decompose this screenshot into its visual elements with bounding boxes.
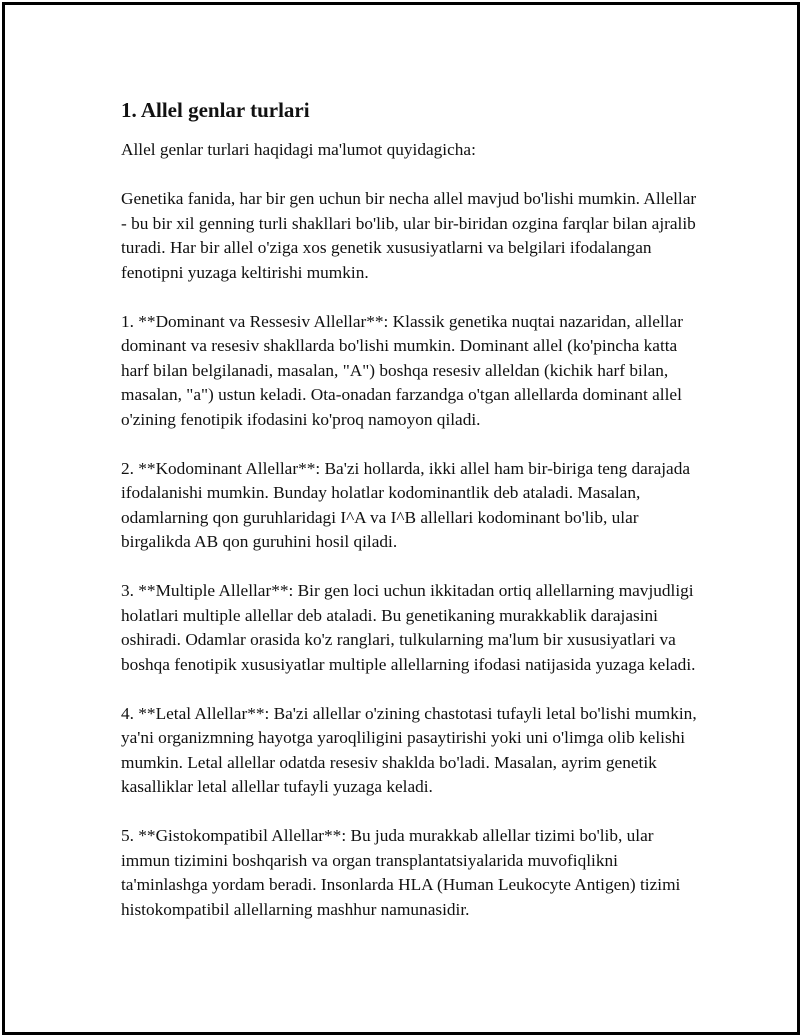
paragraph-genetics-overview: Genetika fanida, har bir gen uchun bir necha allel mavjud bo'lishi mumkin. Allellar - bu bir xil genning turli shakllari bo'lib, ular bir-biridan ozgina farqlar bilan ajralib turadi. Har bir allel o'ziga xos genetik xususiyatlarni va belgilari ifodalangan fenotipni yuzaga keltirishi mumkin. [121, 189, 697, 282]
intro-paragraph: Allel genlar turlari haqidagi ma'lumot quyidagicha: [121, 140, 476, 159]
paragraph-codominant: 2. **Kodominant Allellar**: Ba'zi hollarda, ikki allel ham bir-biriga teng darajada ifodalanishi mumkin. Bunday holatlar kodominantlik deb ataladi. Masalan, odamlarning qon guruhlaridagi I^A va I^B allellari kodominant bo'lib, ular birgalikda AB qon guruhini hosil qiladi. [121, 458, 691, 551]
document-title: 1. Allel genlar turlari [121, 98, 310, 122]
paragraph-lethal-alleles: 4. **Letal Allellar**: Ba'zi allellar o'zining chastotasi tufayli letal bo'lishi mumkin, ya'ni organizmning hayotga yaroqliligini pasaytirishi yoki uni o'limga olib kelishi mumkin. Letal allellar odatda resesiv shaklda bo'ladi. Masalan, ayrim genetik kasalliklar letal allellar tufayli yuzaga keladi. [121, 703, 697, 796]
document-body [121, 96, 701, 947]
paragraph-dominant-recessive: 1. **Dominant va Ressesiv Allellar**: Klassik genetika nuqtai nazaridan, allellar dominant va resesiv shakllarda bo'lishi mumkin. Dominant allel (ko'pincha katta harf bilan belgilanadi, masalan, "A") boshqa resesiv alleldan (kichik harf bilan, masalan, "a") ustun keladi. Ota-onadan farzandga o'tgan allellarda dominant allel o'zining fenotipik ifodasini ko'proq namoyon qiladi. [121, 311, 683, 429]
paragraph-histocompatibility: 5. **Gistokompatibil Allellar**: Bu juda murakkab allellar tizimi bo'lib, ular immun tizimini boshqarish va organ transplantatsiyalarida muvofiqlikni ta'minlashga yordam beradi. Insonlarda HLA (Human Leukocyte Antigen) tizimi histokompatibil allellarning mashhur namunasidir. [121, 826, 681, 919]
paragraph-multiple-alleles: 3. **Multiple Allellar**: Bir gen loci uchun ikkitadan ortiq allellarning mavjudligi holatlari multiple allellar deb ataladi. Bu genetikaning murakkablik darajasini oshiradi. Odamlar orasida ko'z ranglari, tulkularning ma'lum bir xususiyatlari va boshqa fenotipik xususiyatlar multiple allellarning ifodasi natijasida yuzaga keladi. [121, 581, 696, 674]
page-frame [2, 2, 800, 1035]
